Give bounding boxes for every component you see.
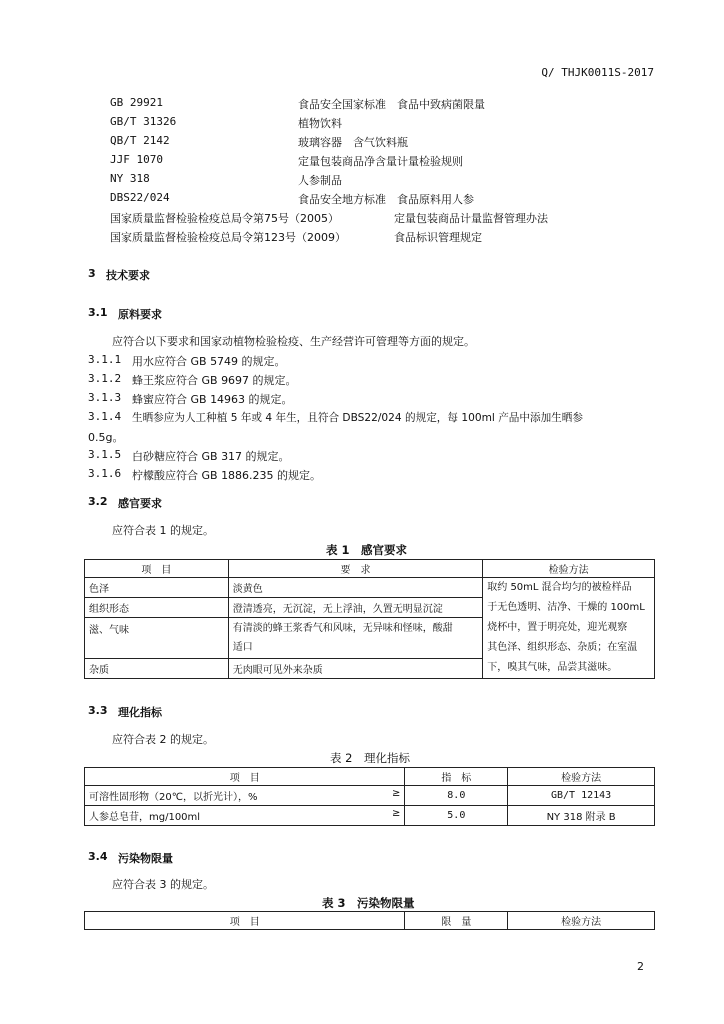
document-code: Q/ THJK0011S-2017 [541, 66, 654, 79]
reference-title: 植物饮料 [298, 117, 342, 130]
table-cell: 5.0 [405, 806, 508, 826]
reference-title: 玻璃容器 含气饮料瓶 [298, 136, 408, 149]
section-number: 3 [88, 267, 96, 280]
physicochemical-table [84, 767, 655, 826]
table-cell: 无肉眼可见外来杂质 [228, 658, 483, 678]
column-header: 项 目 [85, 768, 405, 786]
table-header-row [85, 560, 655, 578]
reference-code: NY 318 [110, 172, 150, 185]
inspection-method-cell [483, 578, 655, 679]
section-title: 理化指标 [118, 706, 162, 719]
table-cell: 组织形态 [85, 598, 229, 618]
section-title: 原料要求 [118, 308, 162, 321]
paragraph: 应符合表 2 的规定。 [112, 733, 214, 746]
clause-number: 3.1.2 [88, 372, 122, 385]
paragraph: 应符合表 3 的规定。 [112, 878, 214, 891]
table-cell: 8.0 [405, 786, 508, 806]
method-line: 其色泽、组织形态、杂质；在室温 [487, 642, 638, 653]
table-caption: 表 3 污染物限量 [322, 896, 415, 910]
section-title: 技术要求 [106, 269, 150, 282]
section-title: 污染物限量 [118, 852, 173, 865]
method-line: 于无色透明、洁净、干燥的 100mL [487, 602, 645, 613]
reference-title: 定量包装商品计量监督管理办法 [394, 212, 548, 225]
reference-code: JJF 1070 [110, 153, 163, 166]
item-label: 可溶性固形物（20℃，以折光计），% [89, 792, 258, 803]
column-header: 项 目 [85, 912, 405, 930]
cell-line: 有清淡的蜂王浆香气和风味，无异味和怪味，酸甜 [232, 623, 453, 635]
section-number: 3.2 [88, 495, 108, 508]
column-header: 指 标 [405, 768, 508, 786]
comparison-operator: ≥ [392, 808, 401, 819]
table-row [85, 806, 655, 826]
table-cell [228, 618, 483, 658]
table-header-row [85, 912, 655, 930]
clause-text: 用水应符合 GB 5749 的规定。 [132, 355, 286, 368]
clause-text: 生晒参应为人工种植 5 年或 4 年生，且符合 DBS22/024 的规定，每 100ml 产品中添加生晒参 [132, 412, 583, 424]
reference-code: GB/T 31326 [110, 115, 177, 128]
reference-title: 食品安全国家标准 食品中致病菌限量 [298, 98, 485, 111]
sensory-table [84, 559, 655, 679]
reference-code: QB/T 2142 [110, 134, 170, 147]
cell-line: 适口 [232, 642, 253, 654]
reference-code: 国家质量监督检验检疫总局令第75号（2005） [110, 212, 339, 225]
page-number: 2 [637, 960, 644, 973]
table-cell [85, 786, 405, 806]
table-caption: 表 1 感官要求 [326, 543, 408, 557]
clause-text: 白砂糖应符合 GB 317 的规定。 [132, 450, 290, 463]
table-cell: 滋、气味 [85, 618, 229, 658]
table-cell: 杂质 [85, 658, 229, 678]
method-line: 下，嗅其气味，品尝其滋味。 [487, 662, 618, 673]
clause-number: 3.1.1 [88, 353, 122, 366]
table-header-row [85, 768, 655, 786]
section-number: 3.3 [88, 704, 108, 717]
clause-text-continued: 0.5g。 [88, 431, 124, 444]
reference-title: 人参制品 [298, 174, 342, 187]
section-title: 感官要求 [118, 497, 162, 510]
column-header: 检验方法 [508, 912, 655, 930]
table-row [85, 786, 655, 806]
column-header: 项 目 [85, 560, 229, 578]
paragraph: 应符合表 1 的规定。 [112, 524, 214, 537]
contaminant-table [84, 911, 655, 930]
clause-number: 3.1.5 [88, 448, 122, 461]
item-label: 人参总皂苷，mg/100ml [89, 812, 201, 823]
clause-number: 3.1.4 [88, 410, 122, 423]
clause-text: 蜂王浆应符合 GB 9697 的规定。 [132, 374, 297, 387]
section-number: 3.4 [88, 850, 108, 863]
column-header: 检验方法 [508, 768, 655, 786]
table-cell [85, 806, 405, 826]
method-line: 烧杯中，置于明亮处，迎光观察 [487, 622, 628, 633]
reference-code: DBS22/024 [110, 191, 170, 204]
clause-text: 蜂蜜应符合 GB 14963 的规定。 [132, 393, 293, 406]
table-row [85, 578, 655, 598]
paragraph: 应符合以下要求和国家动植物检验检疫、生产经营许可管理等方面的规定。 [112, 335, 475, 348]
clause-number: 3.1.3 [88, 391, 122, 404]
reference-title: 食品安全地方标准 食品原料用人参 [298, 193, 474, 206]
clause-text: 柠檬酸应符合 GB 1886.235 的规定。 [132, 469, 322, 482]
table-cell: 澄清透亮，无沉淀，无上浮油，久置无明显沉淀 [228, 598, 483, 618]
column-header: 检验方法 [483, 560, 655, 578]
table-cell: GB/T 12143 [508, 786, 655, 806]
comparison-operator: ≥ [392, 788, 401, 799]
section-number: 3.1 [88, 306, 108, 319]
table-cell: NY 318 附录 B [508, 806, 655, 826]
table-cell: 色泽 [85, 578, 229, 598]
column-header: 要 求 [228, 560, 483, 578]
reference-code: 国家质量监督检验检疫总局令第123号（2009） [110, 231, 346, 244]
clause-number: 3.1.6 [88, 467, 122, 480]
table-caption: 表 2 理化指标 [330, 751, 410, 765]
table-cell: 淡黄色 [228, 578, 483, 598]
method-line: 取约 50mL 混合均匀的被检样品 [487, 582, 632, 593]
column-header: 限 量 [405, 912, 508, 930]
reference-title: 食品标识管理规定 [394, 231, 482, 244]
reference-title: 定量包装商品净含量计量检验规则 [298, 155, 463, 168]
reference-code: GB 29921 [110, 96, 163, 109]
